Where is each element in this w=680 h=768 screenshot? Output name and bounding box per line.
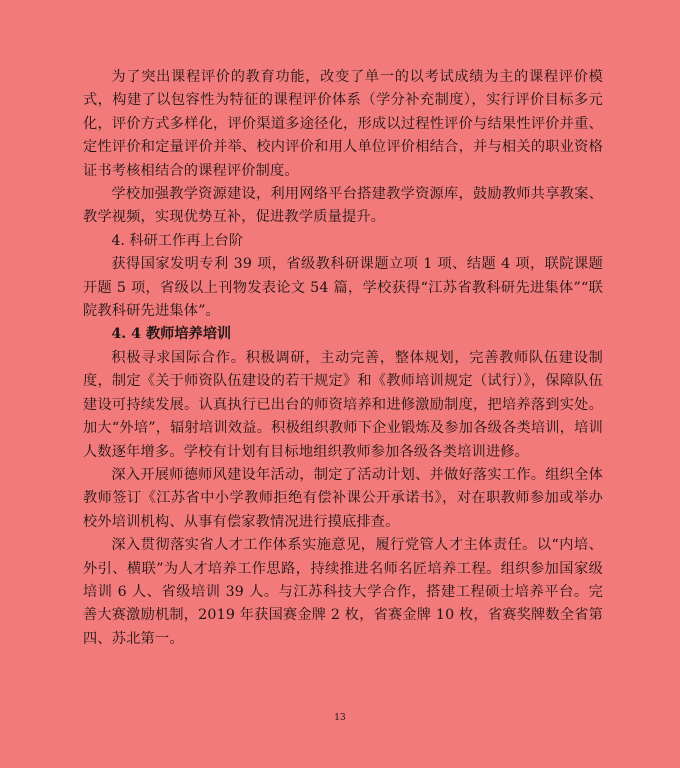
paragraph-teacher-ethics: 深入开展师德师风建设年活动，制定了活动计划、并做好落实工作。组织全体教师签订《江苏省中小学教师拒绝有偿补课公开承诺书》，对在职教师参加或举办校外培训机构、从事有偿家教情况进行摸底排查。	[83, 466, 603, 530]
section-heading-research: 4. 科研工作再上台阶	[111, 232, 243, 249]
page-number: 13	[334, 713, 346, 723]
document-body	[83, 66, 603, 651]
paragraph-teaching-resources: 学校加强教学资源建设，利用网络平台搭建教学资源库，鼓励教师共享教案、教学视频，实现优势互补，促进教学质量提升。	[83, 186, 603, 226]
paragraph-talent-system: 深入贯彻落实省人才工作体系实施意见，履行党管人才主体责任。以“内培、外引、横联”为人才培养工作思路，持续推进名师名匠培养工程。组织参加国家级培训 6 人、省级培训 39 人。与江苏科技大学合作，搭建工程硕士培养平台。完善大赛激励机制，2019 年获国赛金牌 2 枚，省赛金牌 10 枚，省赛奖牌数全省第四、苏北第一。	[83, 537, 603, 647]
section-heading-teacher-training: 4. 4 教师培养培训	[111, 326, 232, 343]
paragraph-international-cooperation: 积极寻求国际合作。积极调研，主动完善，整体规划，完善教师队伍建设制度，制定《关于师资队伍建设的若干规定》和《教师培训规定（试行）》，保障队伍建设可持续发展。认真执行已出台的师资培养和进修激励制度，把培养落到实处。加大“外培”，辐射培训效益。积极组织教师下企业锻炼及参加各级各类培训，培训人数逐年增多。学校有计划有目标地组织教师参加各级各类培训进修。	[83, 349, 603, 460]
paragraph-research-results: 获得国家发明专利 39 项，省级教科研课题立项 1 项、结题 4 项，联院课题开题 5 项，省级以上刊物发表论文 54 篇，学校获得“江苏省教科研先进集体”“联院教科研先进集体”。	[83, 256, 603, 320]
paragraph-course-evaluation: 为了突出课程评价的教育功能，改变了单一的以考试成绩为主的课程评价模式，构建了以包容性为特征的课程评价体系（学分补充制度），实行评价目标多元化，评价方式多样化，评价渠道多途径化，形成以过程性评价与结果性评价并重、定性评价和定量评价并举、校内评价和用人单位评价相结合，并与相关的职业资格证书考核相结合的课程评价制度。	[83, 69, 603, 179]
